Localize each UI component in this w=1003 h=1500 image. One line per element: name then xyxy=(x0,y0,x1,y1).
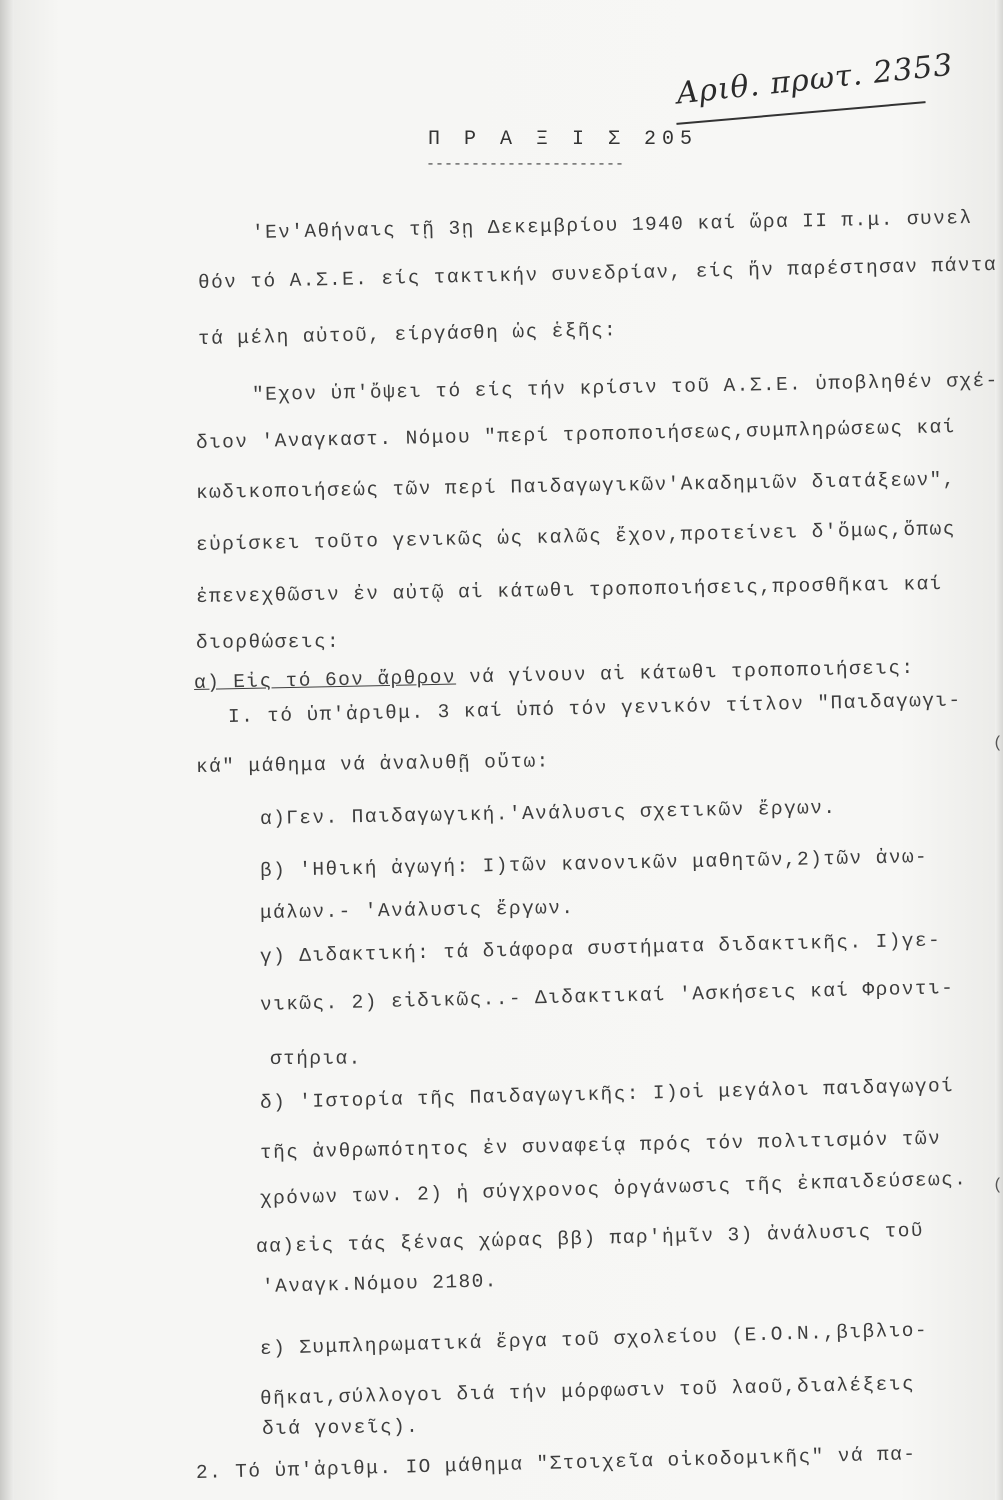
text-line-16: γ) Διδακτική: τά διάφορα συστήματα διδακτικῆς. Ι)γε- xyxy=(259,929,942,968)
text-line-19: δ) 'Ιστορία τῆς Παιδαγωγικῆς: Ι)οἱ μεγάλοι παιδαγωγοί xyxy=(259,1075,955,1114)
text-line-13: α)Γεν. Παιδαγωγική.'Ανάλυσις σχετικῶν ἔργων. xyxy=(259,796,837,830)
text-line-9: διορθώσεις: xyxy=(195,630,341,654)
text-line-23: 'Αναγκ.Νόμου 2180. xyxy=(261,1270,499,1298)
text-line-18: στήρια. xyxy=(269,1047,362,1070)
text-line-4: "Εχον ὑπ'ὄψει τό είς τήν κρίσιν τοῦ Α.Σ.Ε. ὑποβληθέν σχέ- xyxy=(251,369,999,406)
text-line-26: διά γονεῖς). xyxy=(261,1415,420,1440)
text-line-21: χρόνων των. 2) ἡ σύγχρονος ὀργάνωσις τῆς ἐκπαιδεύσεως. xyxy=(259,1168,968,1210)
title-underline: ---------------------- xyxy=(426,156,625,173)
text-line-7: εὑρίσκει τοῦτο γενικῶς ὡς καλῶς ἔχον,προτείνει δ'ὅμως,ὅπως xyxy=(195,518,956,556)
margin-mark-1: ( xyxy=(993,734,1003,752)
text-line-11: Ι. τό ὑπ'ἀριθμ. 3 καί ὑπό τόν γενικόν τίτλον "Παιδαγωγι- xyxy=(227,689,962,728)
margin-mark-2: ( xyxy=(993,1176,1003,1194)
text-line-5: διον 'Αναγκαστ. Νόμου "περί τροποποιήσεως,συμπληρώσεως καί xyxy=(195,416,956,454)
text-line-15: μάλων.- 'Ανάλυσις ἔργων. xyxy=(259,897,575,924)
text-line-25: θῆκαι,σύλλογοι διά τήν μόρφωσιν τοῦ λαοῦ,διαλέξεις xyxy=(259,1373,916,1410)
handwritten-protocol-number: Αριθ. πρωτ. 2353 xyxy=(674,47,956,112)
text-line-8: ἐπενεχθῶσιν ἐν αὐτῷ αἱ κάτωθι τροποποιήσεις,προσθῆκαι καί xyxy=(195,572,943,608)
text-line-20: τῆς ἀνθρωπότητος ἐν συναφείᾳ πρός τόν πολιτισμόν τῶν xyxy=(259,1127,942,1164)
text-line-12: κά" μάθημα νά ἀναλυθῇ οὕτω: xyxy=(195,750,550,778)
text-line-17: νικῶς. 2) εἰδικῶς..- Διδακτικαί 'Ασκήσεις καί Φροντι- xyxy=(259,977,955,1016)
text-line-1: 'Εν'Αθήναις τῇ 3ῃ Δεκεμβρίου 1940 καί ὥρα ΙΙ π.μ. συνελ xyxy=(251,206,973,244)
text-line-27: 2. Τό ὑπ'ἀριθμ. ΙΟ μάθημα "Στοιχεῖα οἰκοδομικῆς" νά πα- xyxy=(195,1443,917,1484)
text-line-24: ε) Συμπληρωματικά ἔργα τοῦ σχολείου (Ε.Ο.Ν.,βιβλιο- xyxy=(259,1319,929,1360)
text-line-3: τά μέλη αὐτοῦ, είργάσθη ὡς ἑξῆς: xyxy=(197,319,618,350)
text-line-22: αα)εἰς τάς ξένας χώρας ββ) παρ'ἡμῖν 3) ἀνάλυσις τοῦ xyxy=(255,1219,925,1258)
binding-edge xyxy=(0,0,14,1500)
text-line-10-article-6: α) Εἰς τό 6ον ἄρθρον νά γίνουν αἱ κάτωθι τροποποιήσεις: xyxy=(193,656,915,694)
document-title: Π Ρ Α Ξ Ι Σ 205 xyxy=(428,128,699,151)
text-line-14: β) 'Ηθική ἀγωγή: Ι)τῶν κανονικῶν μαθητῶν,2)τῶν ἀνω- xyxy=(259,846,929,882)
text-line-6: κωδικοποιήσεώς τῶν περί Παιδαγωγικῶν'Ακαδημιῶν διατάξεων", xyxy=(195,468,956,504)
text-line-2: θόν τό Α.Σ.Ε. είς τακτικήν συνεδρίαν, είς ἥν παρέστησαν πάντα xyxy=(197,253,998,294)
